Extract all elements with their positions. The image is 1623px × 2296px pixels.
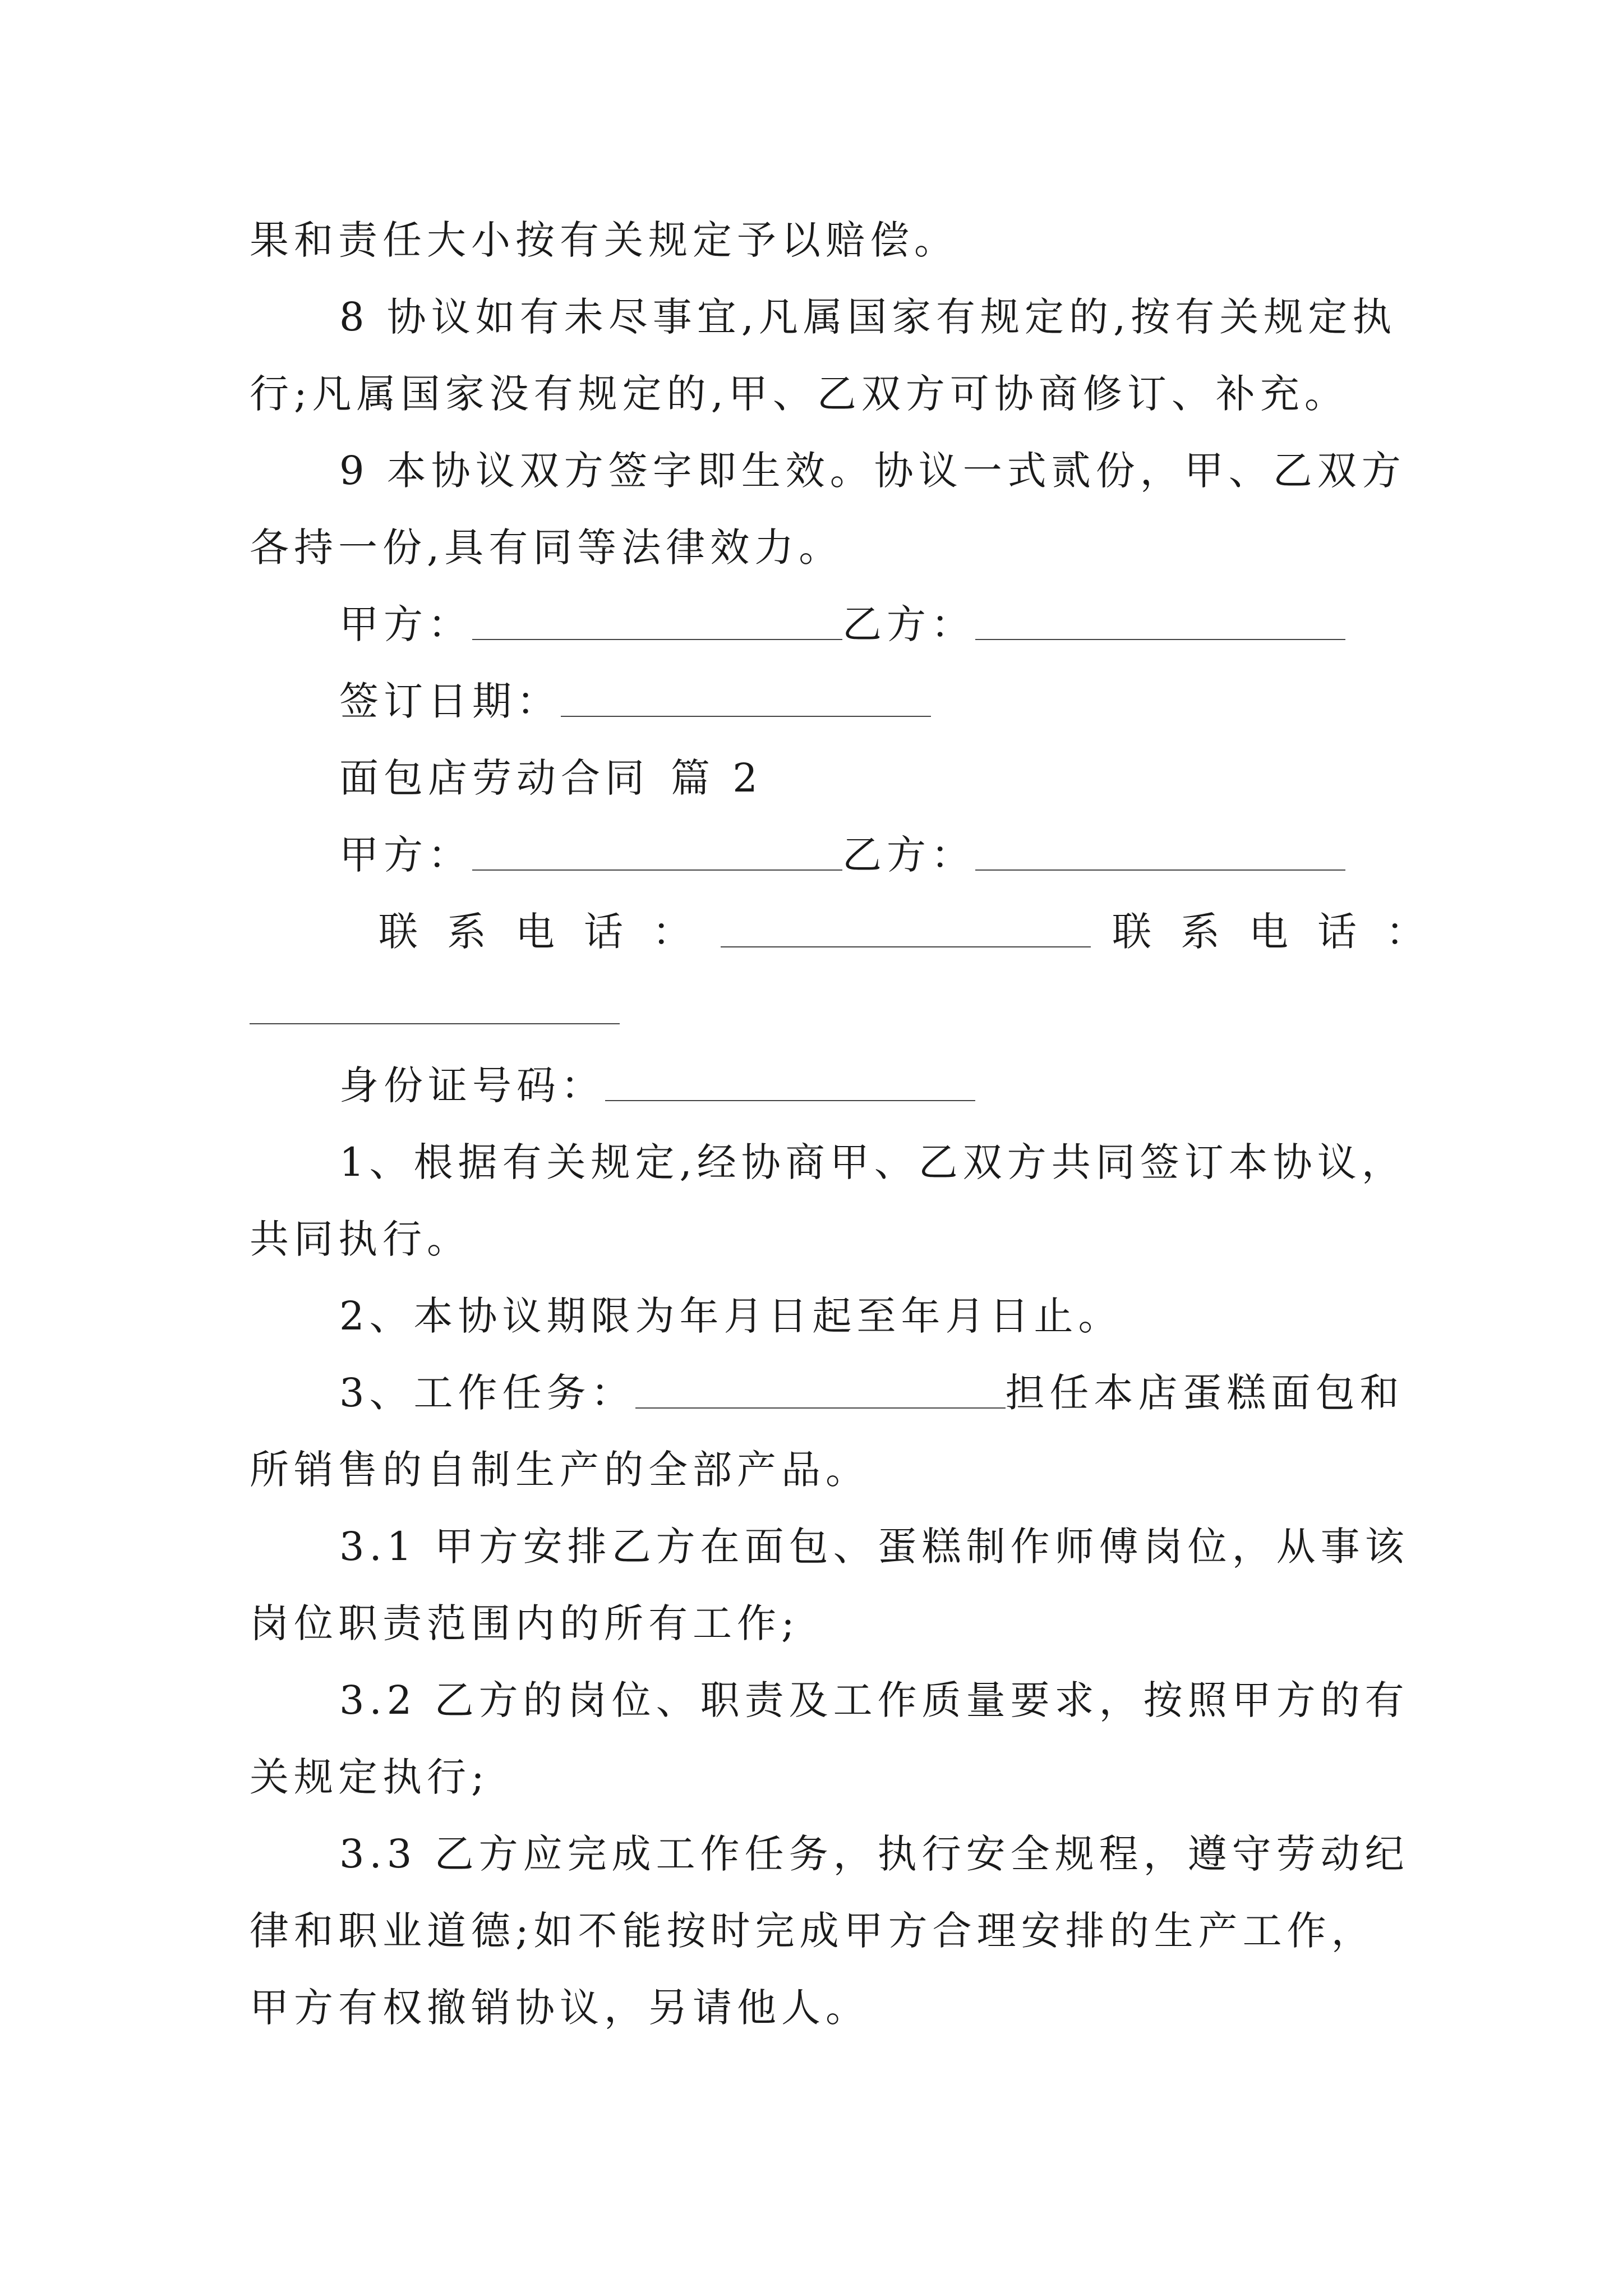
clause-3-2-line-1: 3.2 乙方的岗位、职责及工作质量要求，按照甲方的有	[339, 1677, 1409, 1723]
clause-3-label: 3、工作任务：	[339, 1370, 635, 1416]
task-blank[interactable]	[635, 1406, 1006, 1409]
party-b-label-2: 乙方：	[842, 832, 975, 878]
party-b-blank[interactable]	[975, 638, 1345, 640]
party-b-blank-2[interactable]	[975, 868, 1345, 871]
id-row	[250, 1047, 1394, 1124]
clause-3-tail: 担任本店蛋糕面包和	[1005, 1370, 1404, 1416]
party-a-blank-2[interactable]	[472, 868, 842, 871]
document-page	[250, 202, 1454, 2046]
id-label: 身份证号码：	[339, 1062, 605, 1108]
clause-2: 2、本协议期限为年月日起至年月日止。	[339, 1293, 1123, 1339]
clause-3-3-line-3: 甲方有权撤销协议，另请他人。	[250, 1985, 870, 2031]
section-number: 篇 2	[671, 755, 763, 801]
sign-date-row	[250, 663, 1394, 740]
clause-3-3-line-2: 律和职业道德;如不能按时完成甲方合理安排的生产工作，	[250, 1908, 1376, 1954]
section-heading	[250, 740, 1394, 817]
clause-3-line-1	[250, 1355, 1404, 1432]
clause-3-2-line-2: 关规定执行;	[250, 1754, 490, 1800]
phone-row	[250, 894, 1454, 970]
clause-3-1-line-2: 岗位职责范围内的所有工作;	[250, 1600, 800, 1646]
section-title: 面包店劳动合同	[339, 755, 649, 801]
clause-9-line-1: 9 本协议双方签字即生效。协议一式贰份，甲、乙双方	[339, 448, 1406, 494]
phone-label-b: 联系电话：	[1112, 909, 1454, 955]
id-blank[interactable]	[605, 1099, 975, 1101]
phone-b-row	[250, 970, 1394, 1047]
sign-date-blank[interactable]	[561, 715, 931, 717]
clause-3-3-line-1: 3.3 乙方应完成工作任务，执行安全规程，遵守劳动纪	[339, 1831, 1409, 1877]
phone-label-a: 联系电话：	[379, 909, 721, 955]
clause-8-line-1: 8 协议如有未尽事宜,凡属国家有规定的,按有关规定执	[339, 294, 1397, 340]
paragraph-line: 果和责任大小按有关规定予以赔偿。	[250, 217, 958, 263]
clause-8-line-2: 行;凡属国家没有规定的,甲、乙双方可协商修订、补充。	[250, 371, 1349, 417]
party-row-2	[250, 817, 1394, 894]
phone-b-blank[interactable]	[250, 1022, 620, 1024]
party-b-label: 乙方：	[842, 601, 975, 647]
clause-1-line-2: 共同执行。	[250, 1216, 471, 1262]
clause-9-line-2: 各持一份,具有同等法律效力。	[250, 524, 843, 570]
party-a-blank[interactable]	[472, 638, 842, 640]
sign-date-label: 签订日期：	[339, 678, 561, 724]
clause-3-line-2: 所销售的自制生产的全部产品。	[250, 1447, 870, 1493]
phone-a-blank[interactable]	[721, 945, 1091, 947]
clause-1-line-1: 1、根据有关规定,经协商甲、乙双方共同签订本协议，	[339, 1139, 1406, 1185]
party-a-label: 甲方：	[339, 601, 472, 647]
signature-row	[250, 586, 1394, 663]
clause-3-1-line-1: 3.1 甲方安排乙方在面包、蛋糕制作师傅岗位，从事该	[339, 1524, 1409, 1570]
party-a-label-2: 甲方：	[339, 832, 472, 878]
